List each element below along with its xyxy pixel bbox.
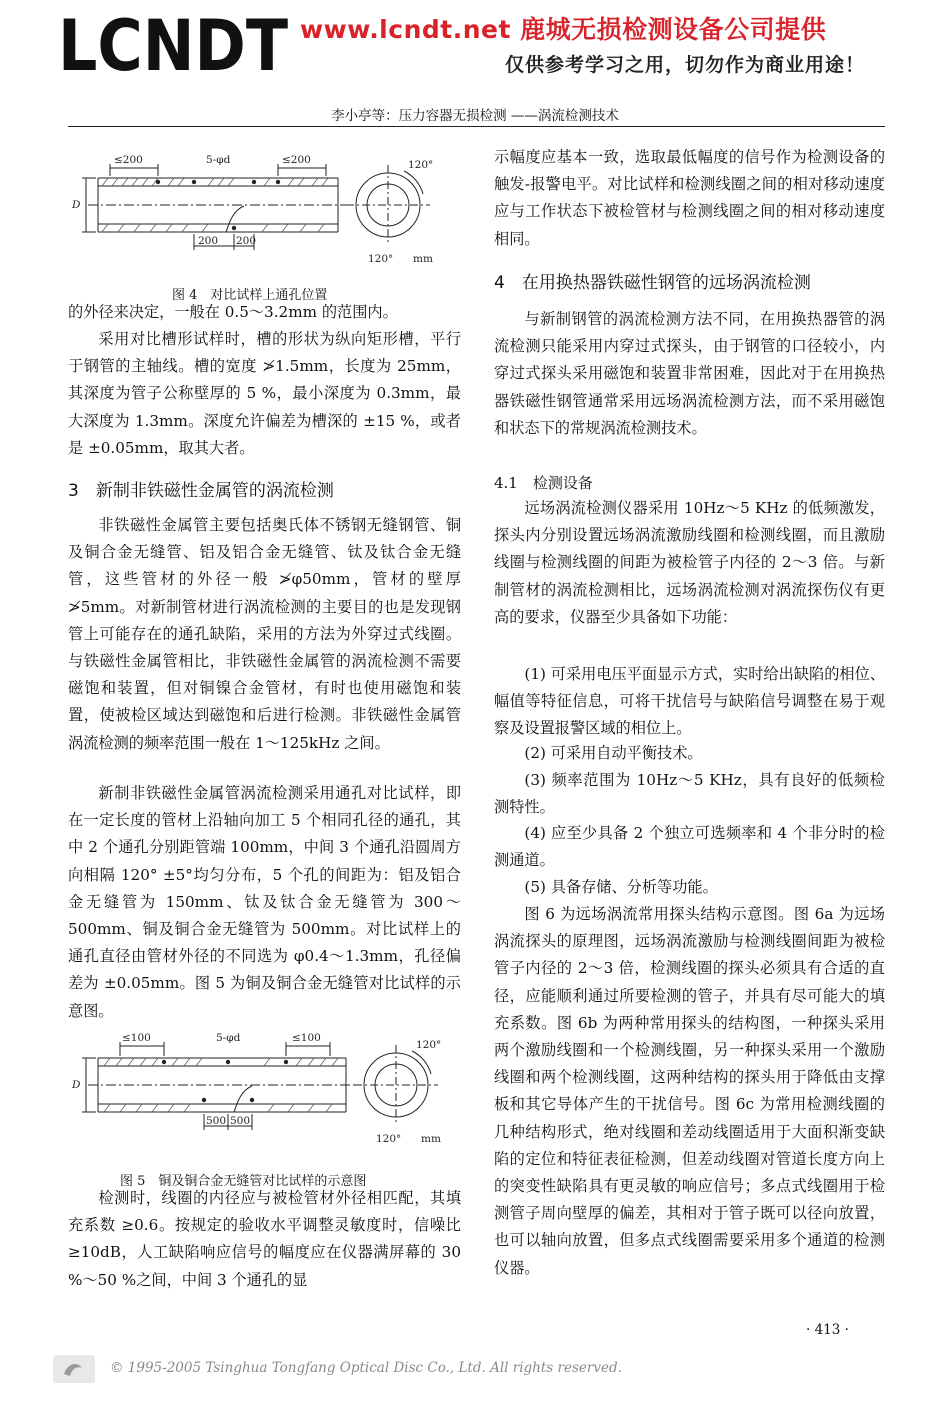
fig4-angle-top: 120° xyxy=(408,159,434,171)
right-para-intro: 与新制钢管的涡流检测方法不同，在用换热器管的涡流检测只能采用内穿过式探头，由于钢管的口径较小，内穿过式探头采用磁饱和装置非常困难，因此对于在用换热器铁磁性钢管通常采用远场涡流检测方法，而不采用磁饱和状态下的常规涡流检测技术。 xyxy=(494,310,885,437)
left-para-coil-matching: 检测时，线圈的内径应与被检管材外径相匹配，其填充系数 ≥0.6。按规定的验收水平调整灵敏度时，信噪比 ≥10dB，人工缺陷响应信号的幅度应在仪器满屏幕的 30 %～50 %之间，中间 3 个通孔的显 xyxy=(68,1189,461,1289)
right-para-continuation: 示幅度应基本一致，选取最低幅度的信号作为检测设备的触发-报警电平。对比试样和检测线圈之间的相对移动速度应与工作状态下被检管材与检测线圈之间的相对移动速度相同。 xyxy=(494,148,885,248)
brand-line: www.lcndt.net 鹿城无损检测设备公司提供 xyxy=(300,15,827,44)
requirement-item-1: (1) 可采用电压平面显示方式，实时给出缺陷的相位、幅值等特征信息，可将干扰信号与缺陷信号调整在易于观察及设置报警区域的相位上。 xyxy=(494,665,885,738)
page-number: · 413 · xyxy=(806,1322,849,1338)
lcndt-logo xyxy=(58,5,290,87)
fig5-angle-bottom: 120° xyxy=(376,1133,402,1145)
requirement-item-3: (3) 频率范围为 10Hz～5 KHz，具有良好的低频检测特性。 xyxy=(494,771,885,817)
fig5-unit: mm xyxy=(421,1133,441,1145)
requirement-item-2: (2) 可采用自动平衡技术。 xyxy=(524,744,703,762)
fig5-dim-left: ≤100 xyxy=(122,1032,151,1044)
running-header: 李小亭等：压力容器无损检测 ——涡流检测技术 xyxy=(331,108,619,124)
fig4-diameter: D xyxy=(72,199,81,211)
section-4-1-heading: 4.1 检测设备 xyxy=(494,474,593,492)
fig5-holes-label: 5-φd xyxy=(216,1032,241,1044)
left-para-slot-sample: 采用对比槽形试样时，槽的形状为纵向矩形槽，平行于钢管的主轴线。槽的宽度 ≯1.5mm，长度为 25mm，其深度为管子公称壁厚的 5 %，最小深度为 0.3mm，最大深度为 1.3mm。深度允许偏差为槽深的 ±15 %，或者是 ±0.05mm，取其大者。 xyxy=(68,330,461,457)
figure-4-drawing xyxy=(68,150,458,270)
left-para-reference-sample: 新制非铁磁性金属管涡流检测采用通孔对比试样，即在一定长度的管材上沿轴向加工 5 个相同孔径的通孔，其中 2 个通孔分别距管端 100mm，中间 3 个通孔沿圆周方向相隔 120° ±5°均匀分布，5 个孔的间距为：铝及铝合金无缝管为 150mm、钛及钛合金无缝管为 300～500mm、铜及铜合金无缝管为 500mm。对比试样上的通孔直径由管材外径的不同选为 φ0.4～1.3mm，孔径偏差为 ±0.05mm。图 5 为铜及铜合金无缝管对比试样的示意图。 xyxy=(68,784,461,1020)
requirement-item-5: (5) 具备存储、分析等功能。 xyxy=(524,878,718,896)
footer xyxy=(52,1352,952,1392)
fig5-angle-top: 120° xyxy=(416,1039,442,1051)
fig4-holes-label: 5-φd xyxy=(206,154,231,166)
fig5-seg1: 500 xyxy=(206,1115,227,1127)
fig4-dim-right: ≤200 xyxy=(282,154,311,166)
fig4-seg2: 200 xyxy=(236,235,257,247)
section-4-heading: 4 在用换热器铁磁性钢管的远场涡流检测 xyxy=(494,273,811,293)
copyright-notice: © 1995-2005 Tsinghua Tongfang Optical Disc Co., Ltd. All rights reserved. xyxy=(110,1360,622,1376)
header-rule xyxy=(68,126,885,127)
fig5-dim-right: ≤100 xyxy=(292,1032,321,1044)
logo-lettering: LCNDT xyxy=(58,5,289,87)
right-para-figure6: 图 6 为远场涡流常用探头结构示意图。图 6a 为远场涡流探头的原理图，远场涡流激励与检测线圈间距为被检管子内径的 2～3 倍，检测线圈的探头必须具有合适的直径，应能顺利通过所要检测的管子，并具有尽可能大的填充系数。图 6b 为两种常用探头的结构图，一种探头采用两个激励线圈和一个检测线圈，另一种探头采用一个激励线圈和两个检测线圈，这两种结构的探头用于降低由支撑板和其它导体产生的干扰信号。图 6c 为常用检测线圈的几种结构形式，绝对线圈和差动线圈适用于大面积渐变缺陷的定位和特征表征检测，但差动线圈对管道长度方向上的突变性缺陷具有更灵敏的响应信号；多点式线圈用于检测管子周向壁厚的偏差，其相对于管子既可以径向放置，也可以轴向放置，但多点式线圈需要采用多个通道的检测仪器。 xyxy=(494,905,885,1277)
figure-5 xyxy=(68,1030,458,1150)
right-para-device: 远场涡流检测仪器采用 10Hz～5 KHz 的低频激发，探头内分别设置远场涡流激励线圈和检测线圈，而且激励线圈与检测线圈的间距为被检管子内径的 2～3 倍。与新制管材的涡流检测相比，远场涡流检测对涡流探伤仪有更高的要求，仪器至少具备如下功能： xyxy=(494,499,885,626)
figure-5-caption: 图 5 铜及铜合金无缝管对比试样的示意图 xyxy=(120,1174,367,1189)
fig5-diameter: D xyxy=(72,1079,81,1091)
publisher-logo-icon xyxy=(52,1354,96,1384)
fig4-unit: mm xyxy=(413,253,433,265)
figure-4-caption: 图 4 对比试样上通孔位置 xyxy=(172,288,328,303)
usage-notice: 仅供参考学习之用，切勿作为商业用途！ xyxy=(505,54,866,76)
left-para-fig4-continuation: 的外径来决定，一般在 0.5～3.2mm 的范围内。 xyxy=(68,303,398,321)
figure-5-drawing xyxy=(68,1030,458,1150)
figure-4 xyxy=(68,150,458,270)
requirement-item-4: (4) 应至少具备 2 个独立可选频率和 4 个非分时的检测通道。 xyxy=(494,824,885,870)
fig4-angle-bottom: 120° xyxy=(368,253,394,265)
section-3-heading: 3 新制非铁磁性金属管的涡流检测 xyxy=(68,481,334,501)
fig4-dim-left: ≤200 xyxy=(114,154,143,166)
left-para-nonferrous: 非铁磁性金属管主要包括奥氏体不锈钢无缝钢管、铜及铜合金无缝管、铝及铝合金无缝管、钛及钛合金无缝管，这些管材的外径一般 ≯φ50mm，管材的壁厚 ≯5mm。对新制管材进行涡流检测的主要目的也是发现钢管上可能存在的通孔缺陷，采用的方法为外穿过式线圈。与铁磁性金属管相比，非铁磁性金属管的涡流检测不需要磁饱和装置，但对铜镍合金管材，有时也使用磁饱和装置，使被检区域达到磁饱和后进行检测。非铁磁性金属管涡流检测的频率范围一般在 1～125kHz 之间。 xyxy=(68,516,461,752)
fig5-seg2: 500 xyxy=(230,1115,251,1127)
watermark-banner xyxy=(0,0,950,90)
fig4-seg1: 200 xyxy=(198,235,219,247)
